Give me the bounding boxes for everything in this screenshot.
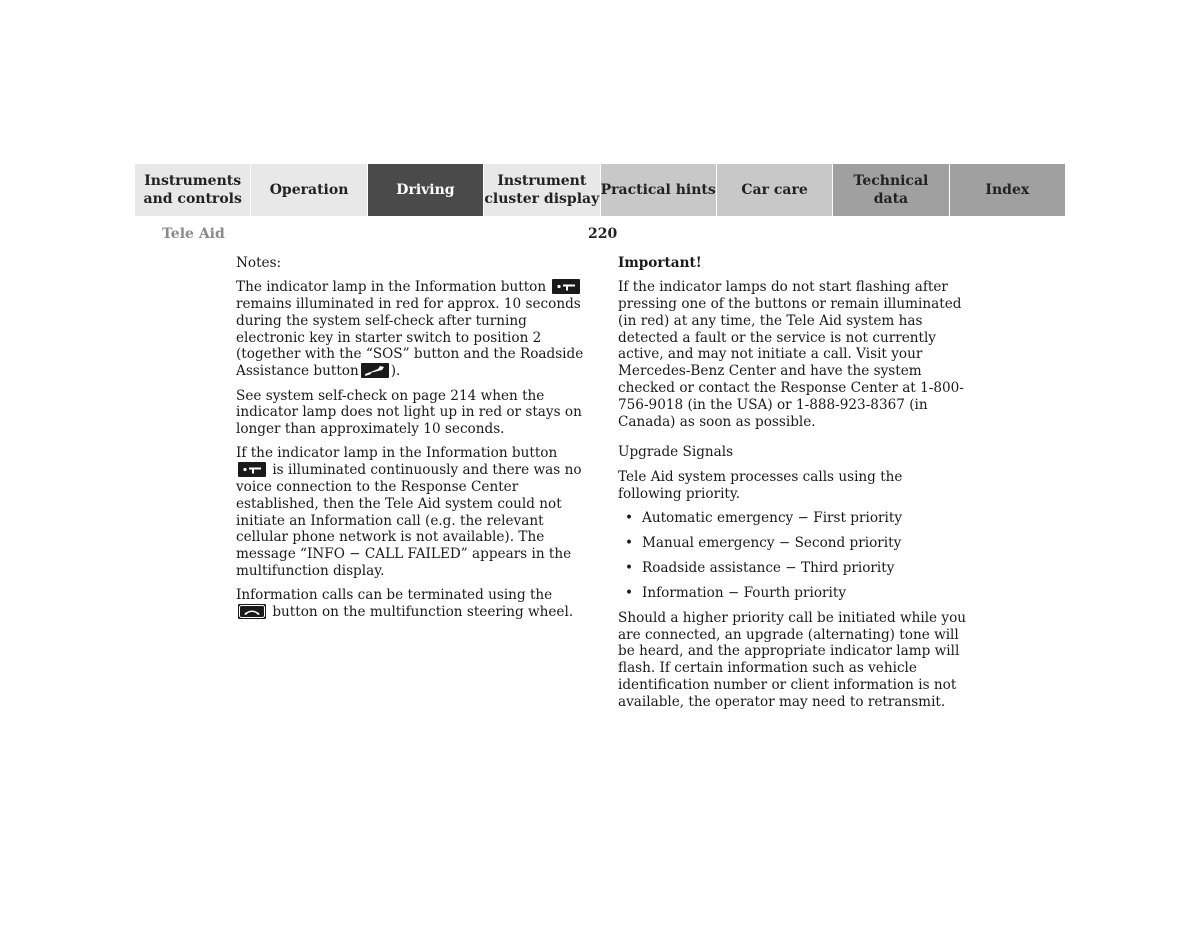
right-column [618,255,968,718]
note-paragraph: See system self-check on page 214 when the indicator lamp does not light up in red or stays on longer than approximately 10 seconds. [236,387,582,438]
chapter-tabs [135,164,1065,216]
tab-car-care[interactable]: Car care [716,164,832,216]
page-number: 220 [588,226,618,242]
upgrade-intro: Tele Aid system processes calls using the following priority. [618,468,903,502]
roadside-assistance-icon [361,363,389,378]
note-paragraph: If the indicator lamp in the Information button is illuminated continuously and there was no voice connection to the Response Center established, then the Tele Aid system could not initiate an Information call (e.g. the relevant cellular phone network is not available). The message “INFO − CALL FAILED” appears in the multifunction display. [236,445,582,580]
information-button-icon [238,462,266,477]
tab-technical-data[interactable]: Technical data [832,164,948,216]
upgrade-signals-heading: Upgrade Signals [618,444,734,461]
closing-paragraph: Should a higher priority call be initiated while you are connected, an upgrade (alternating) tone will be heard, and the appropriate indicator lamp will flash. If certain information such as vehicle identification number or client information is not available, the operator may need to retransmit. [618,609,967,710]
list-item: • Roadside assistance − Third priority [618,560,968,577]
tab-practical-hints[interactable]: Practical hints [600,164,716,216]
important-heading: Important! [618,255,702,271]
end-call-icon [238,604,266,619]
section-title: Tele Aid [162,226,225,242]
note-paragraph: Information calls can be terminated using the button on the multifunction steering wheel. [236,587,574,621]
important-paragraph: If the indicator lamps do not start flashing after pressing one of the buttons or remain illuminated (in red) at any time, the Tele Aid system has detected a fault or the service is not currently active, and may not initiate a call. Visit your Mercedes-Benz Center and have the system checked or contact the Response Center at 1-800-756-9018 (in the USA) or 1-888-923-8367 (in Canada) as soon as possible. [618,279,964,430]
priority-list [618,510,968,602]
tab-driving[interactable]: Driving [367,164,483,216]
tab-operation[interactable]: Operation [250,164,366,216]
note-paragraph: The indicator lamp in the Information button remains illuminated in red for approx. 10 seconds during the system self-check after turning electronic key in starter switch to position 2 (together with the “SOS” button and the Roadside Assistance button ). [236,279,584,380]
information-button-icon [552,279,580,294]
notes-title: Notes: [236,255,282,271]
list-item: • Information − Fourth priority [618,585,968,602]
tab-instrument-cluster-display[interactable]: Instrument cluster display [483,164,599,216]
left-column [236,255,586,628]
list-item: • Automatic emergency − First priority [618,510,968,527]
tab-index[interactable]: Index [949,164,1065,216]
tab-instruments-and-controls[interactable]: Instruments and controls [135,164,250,216]
list-item: • Manual emergency − Second priority [618,535,968,552]
